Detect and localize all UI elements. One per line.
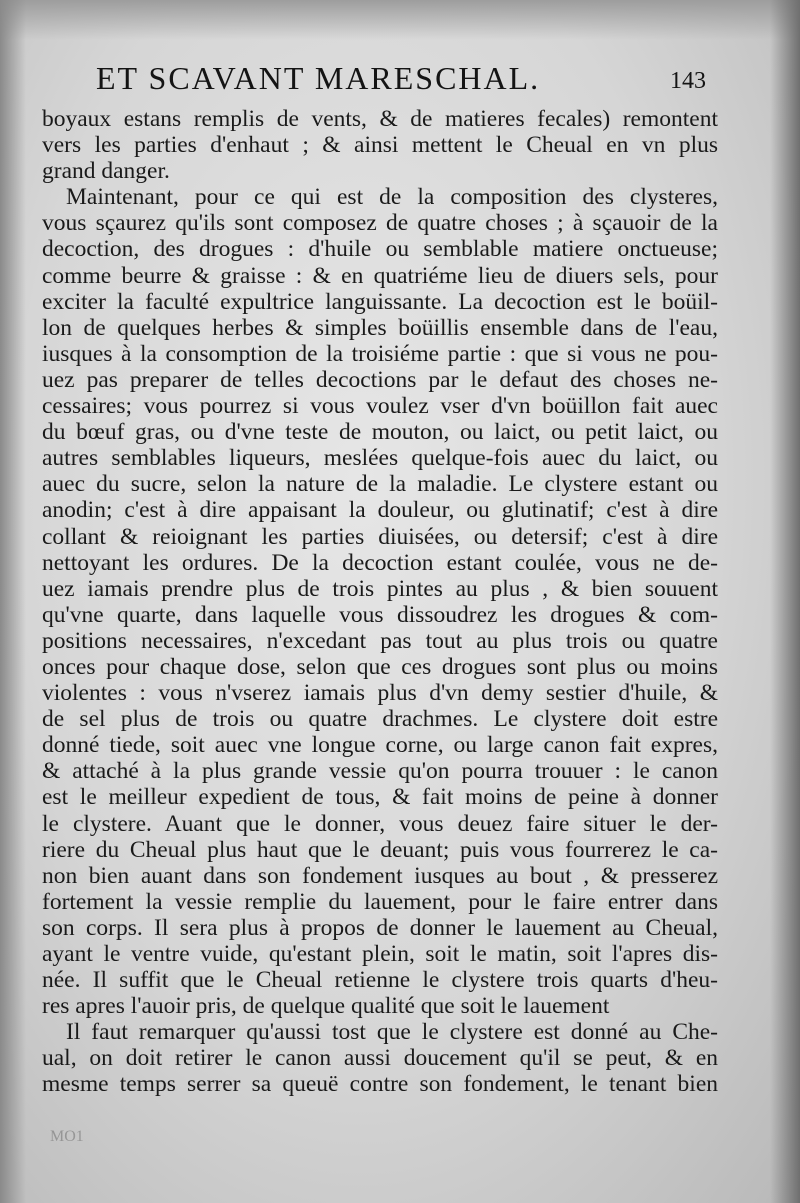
text-line: vous sçaurez qu'ils sont composez de quatre choses ; à sçauoir de la — [42, 210, 718, 237]
text-line: riere du Cheual plus haut que le deuant; puis vous fourrerez le ca- — [42, 836, 718, 863]
text-line: comme beurre & graisse : & en quatriéme lieu de diuers sels, pour — [42, 262, 718, 289]
page-top-shadow — [0, 0, 800, 40]
text-line: Maintenant, pour ce qui est de la composition des clysteres, — [66, 184, 718, 211]
text-line: positions necessaires, n'excedant pas tout au plus trois ou quatre — [42, 627, 718, 654]
page-number: 143 — [670, 68, 706, 94]
text-line: uez iamais prendre plus de trois pintes au plus , & bien souuent — [42, 575, 718, 602]
text-line: lon de quelques herbes & simples boüillis ensemble dans de l'eau, — [42, 314, 718, 341]
text-line: est le meilleur expedient de tous, & fait moins de peine à donner — [42, 784, 718, 811]
text-line: boyaux estans remplis de vents, & de matieres fecales) remontent — [42, 106, 718, 132]
text-line: du bœuf gras, ou d'vne teste de mouton, ou laict, ou petit laict, ou — [42, 419, 718, 446]
text-line: anodin; c'est à dire appaisant la douleur, ou glutinatif; c'est à dire — [42, 497, 718, 524]
body-text — [42, 106, 718, 1098]
text-line: collant & reioignant les parties diuisées, ou detersif; c'est à dire — [42, 523, 718, 550]
text-line: cessaires; vous pourrez si vous voulez vser d'vn boüillon fait auec — [42, 393, 718, 420]
text-line: vers les parties d'enhaut ; & ainsi mettent le Cheual en vn plus — [42, 132, 718, 159]
text-line: auec du sucre, selon la nature de la maladie. Le clystere estant ou — [42, 471, 718, 498]
text-line: autres semblables liqueurs, meslées quelque-fois auec du laict, ou — [42, 445, 718, 472]
text-line: ual, on doit retirer le canon aussi doucement qu'il se peut, & en — [42, 1045, 718, 1072]
text-line: donné tiede, soit auec vne longue corne, ou large canon fait expres, — [42, 732, 718, 759]
text-line: & attaché à la plus grande vessie qu'on pourra trouuer : le canon — [42, 758, 718, 785]
text-line: res apres l'auoir pris, de quelque qualité que soit le lauement — [42, 993, 610, 1020]
text-line: de sel plus de trois ou quatre drachmes. Le clystere doit estre — [42, 706, 718, 733]
text-line: née. Il suffit que le Cheual retienne le clystere trois quarts d'heu- — [42, 967, 718, 994]
running-title: ET SCAVANT MARESCHAL. — [96, 60, 541, 96]
text-line: violentes : vous n'vserez iamais plus d'vn demy sestier d'huile, & — [42, 680, 718, 707]
text-line: son corps. Il sera plus à propos de donner le lauement au Cheual, — [42, 914, 718, 941]
text-line: le clystere. Auant que le donner, vous deuez faire situer le der- — [42, 810, 718, 837]
text-line: nettoyant les ordures. De la decoction estant coulée, vous ne de- — [42, 549, 718, 576]
text-line: exciter la faculté expultrice languissante. La decoction est le boüil- — [42, 288, 718, 315]
signature-mark: MO1 — [50, 1128, 84, 1145]
text-line: qu'vne quarte, dans laquelle vous dissoudrez les drogues & com- — [42, 601, 718, 628]
page-right-shadow — [770, 0, 800, 1203]
text-line: Il faut remarquer qu'aussi tost que le clystere est donné au Che- — [66, 1019, 718, 1046]
text-line: fortement la vessie remplie du lauement, pour le faire entrer dans — [42, 888, 718, 915]
text-line: uez pas preparer de telles decoctions par le defaut des choses ne- — [42, 366, 718, 393]
text-line: decoction, des drogues : d'huile ou semblable matiere onctueuse; — [42, 236, 718, 263]
page-header — [96, 60, 706, 100]
text-line: onces pour chaque dose, selon que ces drogues sont plus ou moins — [42, 653, 718, 680]
text-line: non bien auant dans son fondement iusques au bout , & presserez — [42, 862, 718, 889]
text-line: ayant le ventre vuide, qu'estant plein, soit le matin, soit l'apres dis- — [42, 941, 718, 967]
text-line: grand danger. — [42, 158, 170, 185]
text-line: mesme temps serrer sa queuë contre son fondement, le tenant bien — [42, 1071, 718, 1098]
page-left-shadow — [0, 0, 26, 1203]
text-line: iusques à la consomption de la troisiéme partie : que si vous ne pou- — [42, 340, 718, 367]
